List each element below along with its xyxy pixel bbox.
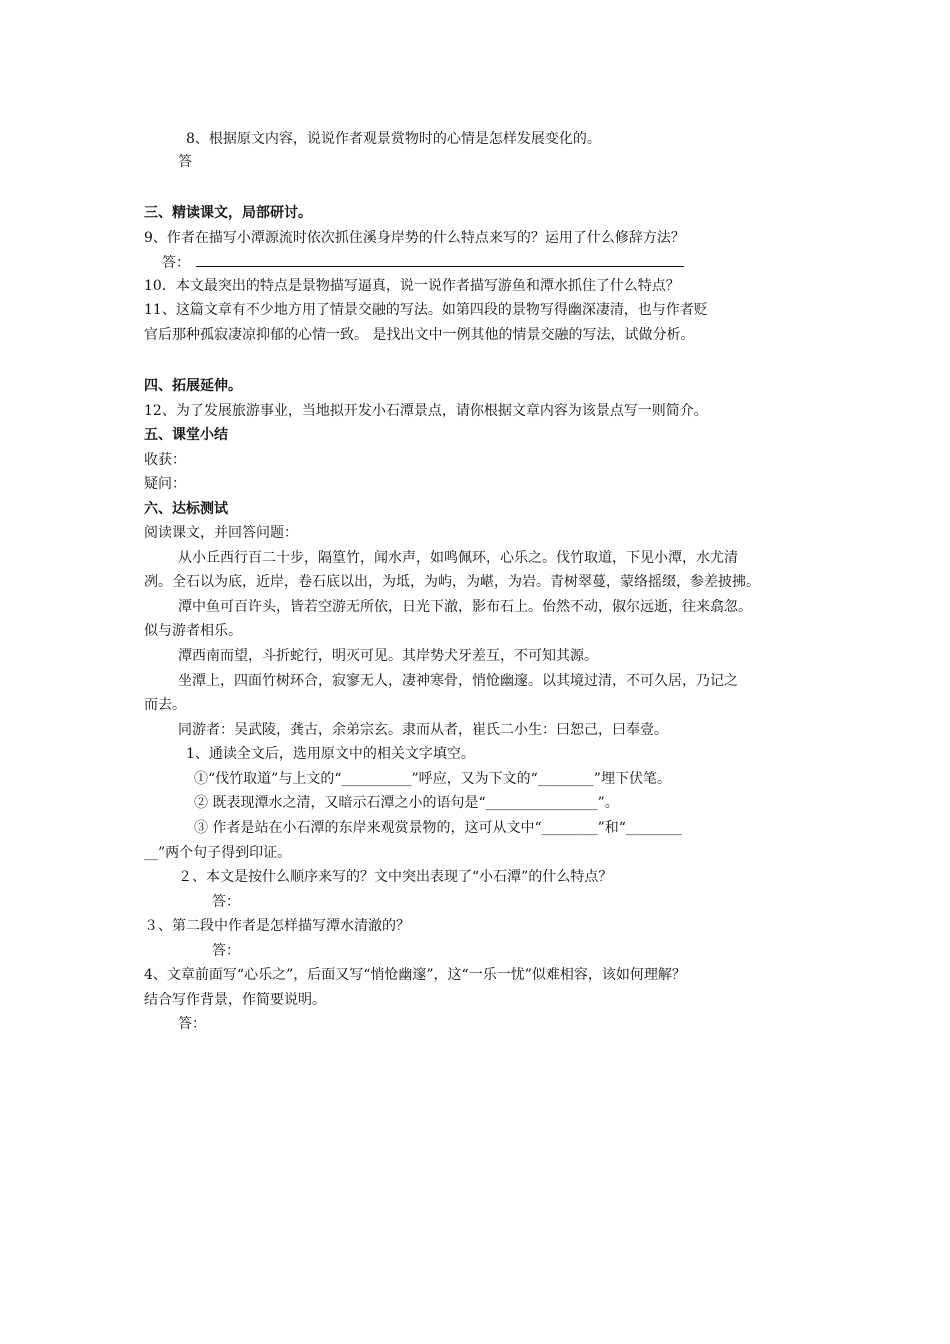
question-9: 9、作者在描写小潭源流时依次抓住溪身岸势的什么特点来写的？运用了什么修辞方法？ [144,230,685,246]
test-question-3: ３、第二段中作者是怎样描写潭水清澈的？ [144,918,410,934]
answer-underline [196,252,684,267]
test-question-1: 1、通读全文后，选用原文中的相关文字填空。 [186,746,475,762]
test-question-4-line-2: 结合写作背景，作简要说明。 [144,992,326,1008]
test-question-4-line-1: 4、文章前面写“心乐之”，后面又写“悄怆幽邃”，这“一乐一忧”似难相容，该如何理解？ [144,967,686,983]
question-8: 8、根据原文内容，说说作者观景赏物时的心情是怎样发展变化的。 [186,131,601,147]
test-question-4-answer: 答： [178,1016,206,1032]
passage-paragraph-1-line-2: 冽。全石以为底，近岸，卷石底以出，为坻，为屿，为嵁，为岩。青树翠蔓，蒙络摇缀，参差披拂。 [144,574,760,590]
passage-paragraph-4-line-2: 而去。 [144,697,186,713]
section-5-heading: 五、课堂小结 [144,427,228,443]
test-question-2-answer: 答： [212,894,240,910]
question-11-line-1: 11、这篇文章有不少地方用了情景交融的写法。如第四段的景物写得幽深凄清，也与作者贬 [144,302,708,318]
question-11-line-2: 官后那种孤寂凄凉抑郁的心情一致。 是找出文中一例其他的情景交融的写法，试做分析。 [144,327,695,343]
reading-intro: 阅读课文，并回答问题： [144,525,298,541]
question-8-answer: 答 [178,154,192,170]
test-question-3-answer: 答： [212,943,240,959]
test-question-1-item-c-continued: __”两个句子得到印证。 [144,845,292,861]
passage-paragraph-3: 潭西南而望，斗折蛇行，明灭可见。其岸势犬牙差互，不可知其源。 [178,648,598,664]
passage-paragraph-2-line-2: 似与游者相乐。 [144,623,242,639]
passage-paragraph-5: 同游者：吴武陵，龚古，余弟宗玄。隶而从者，崔氏二小生：曰恕己，曰奉壹。 [178,722,668,738]
test-question-1-item-b: ② 既表现潭水之清，又暗示石潭之小的语句是“________________”。 [194,795,619,811]
test-question-1-item-a: ①“伐竹取道”与上文的“__________”呼应，又为下文的“________”埋下伏笔。 [194,771,671,787]
passage-paragraph-4-line-1: 坐潭上，四面竹树环合，寂寥无人，凄神寒骨，悄怆幽邃。以其境过清，不可久居，乃记之 [178,673,738,689]
question-9-answer [162,252,684,272]
summary-gain: 收获： [144,452,186,468]
passage-paragraph-1-line-1: 从小丘西行百二十步，隔篁竹，闻水声，如鸣佩环，心乐之。伐竹取道，下见小潭，水尤清 [178,550,738,566]
passage-paragraph-2-line-1: 潭中鱼可百许头，皆若空游无所依，日光下澈，影布石上。佁然不动，俶尔远逝，往来翕忽。 [178,599,752,615]
question-9-answer-label: 答： [162,255,190,271]
summary-doubt: 疑问： [144,476,186,492]
question-12: 12、为了发展旅游事业，当地拟开发小石潭景点，请你根据文章内容为该景点写一则简介。 [144,403,708,419]
section-3-heading: 三、精读课文，局部研讨。 [144,205,312,221]
question-10: 10．本文最突出的特点是景物描写逼真，说一说作者描写游鱼和潭水抓住了什么特点？ [144,278,680,294]
test-question-2: ２、本文是按什么顺序来写的？文中突出表现了“小石潭”的什么特点？ [178,869,613,885]
section-4-heading: 四、拓展延伸。 [144,378,242,394]
test-question-1-item-c: ③ 作者是站在小石潭的东岸来观赏景物的，这可从文中“________”和“________ [194,820,682,836]
section-6-heading: 六、达标测试 [144,501,228,517]
